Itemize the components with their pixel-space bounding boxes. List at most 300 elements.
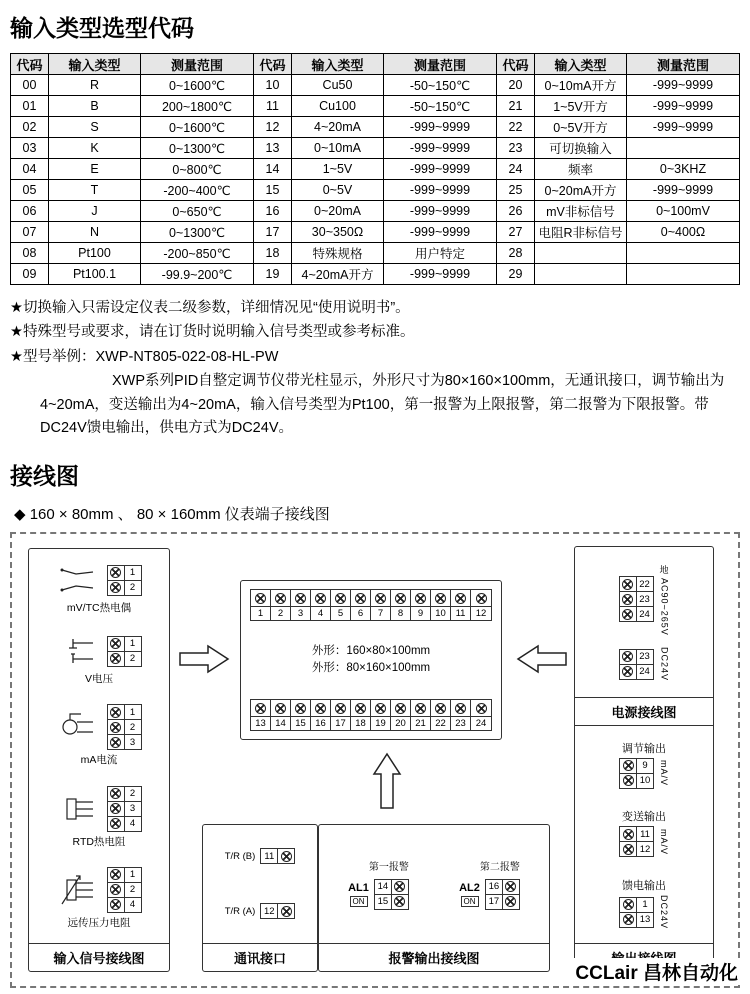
table-row <box>11 222 740 243</box>
table-cell: 11 <box>254 96 292 117</box>
output-body <box>619 758 669 789</box>
table-cell: 1~5V开方 <box>535 96 627 117</box>
terminal-screw <box>107 580 125 596</box>
terminal-row <box>107 801 142 817</box>
terminal-screw <box>107 897 125 913</box>
terminal-screw <box>277 903 295 919</box>
screw-icon <box>110 803 121 814</box>
terminal-number: 1 <box>251 606 270 620</box>
column-header: 代码 <box>254 54 292 75</box>
terminal-strip-box <box>240 580 502 740</box>
screw-slot <box>255 590 266 606</box>
terminal-row <box>107 651 142 667</box>
screw-icon <box>110 582 121 593</box>
terminal-cell <box>251 700 271 730</box>
pressure-icon <box>57 872 101 908</box>
terminal-number: 11 <box>636 826 654 842</box>
terminal-screw <box>391 879 409 895</box>
table-cell: 25 <box>497 180 535 201</box>
screw-icon <box>622 579 633 590</box>
screw-icon <box>394 881 405 892</box>
screw-icon <box>110 818 121 829</box>
output-group-label: 变送输出 <box>622 811 666 824</box>
terminal-cell <box>371 700 391 730</box>
voltage-icon <box>57 633 101 669</box>
table-cell: 200~1800℃ <box>141 96 254 117</box>
terminal-row <box>107 565 142 581</box>
alarm-id-label: AL2 <box>459 881 480 894</box>
output-group <box>579 740 709 789</box>
terminal-screw <box>107 636 125 652</box>
screw-icon <box>623 899 634 910</box>
input-type-table <box>10 53 740 285</box>
terminal-row <box>374 894 409 910</box>
table-cell: 0~5V开方 <box>535 117 627 138</box>
terminal-cell <box>271 590 291 620</box>
table-cell: -999~9999 <box>627 117 740 138</box>
terminal-stack <box>619 576 654 622</box>
screw-icon <box>622 594 633 605</box>
table-cell: -999~9999 <box>627 180 740 201</box>
screw-icon <box>281 906 292 917</box>
terminal-row <box>619 649 654 665</box>
table-cell: 03 <box>11 138 49 159</box>
terminal-number: 7 <box>371 606 390 620</box>
screw-icon <box>110 638 121 649</box>
screw-slot <box>375 700 386 716</box>
sensor-group <box>31 704 167 767</box>
terminal-number: 22 <box>636 576 654 592</box>
screw-icon <box>505 896 516 907</box>
terminal-number: 2 <box>271 606 290 620</box>
table-cell: 用户特定 <box>384 243 497 264</box>
table-cell <box>627 243 740 264</box>
note-line: ★型号举例：XWP-NT805-022-08-HL-PW <box>10 348 279 365</box>
screw-icon <box>395 703 406 714</box>
table-cell: -999~9999 <box>384 117 497 138</box>
terminal-number: 24 <box>471 716 491 730</box>
terminal-row <box>619 606 654 622</box>
table-cell: 14 <box>254 159 292 180</box>
alarm-name-label: 第一报警 <box>368 861 409 873</box>
terminal-stack <box>107 867 142 913</box>
table-cell: 18 <box>254 243 292 264</box>
table-cell: 特殊规格 <box>292 243 384 264</box>
alarm-body <box>348 879 409 910</box>
terminal-number: 17 <box>331 716 350 730</box>
alarm-panel <box>318 824 550 972</box>
sensor-area <box>29 549 169 943</box>
alarm-groups <box>319 825 549 943</box>
table-cell: Pt100 <box>49 243 141 264</box>
terminal-screw <box>107 801 125 817</box>
screw-icon <box>110 884 121 895</box>
screw-slot <box>395 700 406 716</box>
table-cell: R <box>49 75 141 96</box>
screw-slot <box>375 590 386 606</box>
column-header: 输入类型 <box>49 54 141 75</box>
terminal-number: 1 <box>124 636 142 652</box>
terminal-number: 3 <box>124 734 142 750</box>
table-cell: 04 <box>11 159 49 180</box>
terminal-screw <box>619 841 637 857</box>
alarm-relay <box>459 882 480 907</box>
terminal-row <box>107 719 142 735</box>
column-header: 测量范围 <box>627 54 740 75</box>
screw-slot <box>275 700 286 716</box>
terminal-cell <box>291 700 311 730</box>
table-cell: 05 <box>11 180 49 201</box>
terminal-number: 15 <box>374 894 392 910</box>
sensor-label: mV/TC热电偶 <box>66 602 132 615</box>
table-cell: 电阻R非标信号 <box>535 222 627 243</box>
screw-icon <box>355 703 366 714</box>
arrow-up-icon <box>372 752 402 810</box>
terminal-number: 14 <box>271 716 290 730</box>
table-cell: 07 <box>11 222 49 243</box>
screw-icon <box>375 593 386 604</box>
screw-icon <box>505 881 516 892</box>
terminal-stack <box>374 879 409 910</box>
terminal-screw <box>107 719 125 735</box>
terminal-cell <box>431 590 451 620</box>
terminal-stack <box>107 704 142 750</box>
table-cell: 23 <box>497 138 535 159</box>
comm-terminal-label: T/R (A) <box>224 905 256 917</box>
output-group-label: 调节输出 <box>622 742 666 755</box>
table-cell: 00 <box>11 75 49 96</box>
table-cell: 0~1600℃ <box>141 117 254 138</box>
terminal-number: 17 <box>485 894 503 910</box>
table-cell: Pt100.1 <box>49 264 141 285</box>
screw-icon <box>435 593 446 604</box>
terminal-cell <box>431 700 451 730</box>
table-cell: 0~1600℃ <box>141 75 254 96</box>
column-header: 测量范围 <box>141 54 254 75</box>
screw-icon <box>623 914 634 925</box>
terminal-number: 16 <box>485 879 503 895</box>
terminal-screw <box>619 912 637 928</box>
output-annotation: mA/V <box>659 760 669 787</box>
input-signal-panel <box>28 548 170 972</box>
power-panel-title: 电源接线图 <box>575 697 713 726</box>
output-group <box>579 877 709 929</box>
terminal-number: 13 <box>251 716 270 730</box>
comm-terminal-label: T/R (B) <box>224 850 256 862</box>
screw-slot <box>476 700 487 716</box>
terminal-cell <box>471 590 491 620</box>
terminal-number: 10 <box>431 606 450 620</box>
table-cell: -999~9999 <box>627 75 740 96</box>
table-row <box>11 138 740 159</box>
terminal-number: 6 <box>351 606 370 620</box>
alarm-group <box>348 858 409 910</box>
table-cell: 0~5V <box>292 180 384 201</box>
terminal-row <box>260 848 295 864</box>
page-title: 输入类型选型代码 <box>10 15 194 41</box>
screw-icon <box>110 869 121 880</box>
dimension-line-1: 外形：160×80×100mm <box>311 644 431 657</box>
screw-icon <box>622 651 633 662</box>
table-cell: 频率 <box>535 159 627 180</box>
terminal-number: 11 <box>451 606 470 620</box>
terminal-screw <box>107 882 125 898</box>
table-cell: 28 <box>497 243 535 264</box>
dimensions-text <box>245 643 497 678</box>
table-cell: 22 <box>497 117 535 138</box>
comm-row <box>207 848 313 864</box>
table-cell: 16 <box>254 201 292 222</box>
comm-rows <box>203 825 317 943</box>
terminal-row <box>619 841 654 857</box>
terminal-screw <box>107 867 125 883</box>
screw-icon <box>623 775 634 786</box>
table-body <box>11 75 740 285</box>
table-cell: -200~400℃ <box>141 180 254 201</box>
comm-panel <box>202 824 318 972</box>
table-cell: B <box>49 96 141 117</box>
terminal-row <box>107 897 142 913</box>
table-cell <box>627 138 740 159</box>
terminal-row <box>260 903 295 919</box>
terminal-stack <box>485 879 520 910</box>
screw-icon <box>315 593 326 604</box>
table-row <box>11 75 740 96</box>
table-cell: 0~3KHZ <box>627 159 740 180</box>
table-cell: 4~20mA <box>292 117 384 138</box>
screw-icon <box>295 703 306 714</box>
table-row <box>11 96 740 117</box>
power-annotations <box>660 647 670 681</box>
terminal-stack <box>260 903 295 919</box>
table-cell: mV非标信号 <box>535 201 627 222</box>
alarm-group <box>459 858 520 910</box>
screw-icon <box>110 567 121 578</box>
terminal-cell <box>311 590 331 620</box>
terminal-number: 10 <box>636 773 654 789</box>
table-cell: 0~650℃ <box>141 201 254 222</box>
screw-icon <box>623 760 634 771</box>
table-cell: S <box>49 117 141 138</box>
terminal-strip-bottom <box>250 699 492 731</box>
screw-slot <box>355 590 366 606</box>
column-header: 输入类型 <box>292 54 384 75</box>
terminal-cell <box>251 590 271 620</box>
terminal-cell <box>311 700 331 730</box>
table-cell: 0~400Ω <box>627 222 740 243</box>
table-cell: -999~9999 <box>384 264 497 285</box>
comm-panel-title: 通讯接口 <box>203 943 317 971</box>
table-row <box>11 201 740 222</box>
terminal-stack <box>619 758 654 789</box>
table-cell: 13 <box>254 138 292 159</box>
table-row <box>11 117 740 138</box>
terminal-row <box>107 882 142 898</box>
power-group <box>579 563 709 636</box>
power-area <box>575 547 713 697</box>
note-line: ★特殊型号或要求，请在订货时说明输入信号类型或参考标准。 <box>10 324 415 341</box>
terminal-screw <box>619 664 637 680</box>
screw-slot <box>355 700 366 716</box>
terminal-number: 9 <box>411 606 430 620</box>
terminal-screw <box>107 704 125 720</box>
screw-icon <box>394 896 405 907</box>
alarm-relay <box>348 882 369 907</box>
terminal-screw <box>391 894 409 910</box>
table-cell: E <box>49 159 141 180</box>
screw-icon <box>255 593 266 604</box>
screw-icon <box>415 703 426 714</box>
terminal-screw <box>619 758 637 774</box>
table-cell: 08 <box>11 243 49 264</box>
terminal-number: 4 <box>311 606 330 620</box>
terminal-cell <box>371 590 391 620</box>
arrow-left-icon <box>516 644 568 674</box>
arrow-right-icon <box>178 644 230 674</box>
table-cell: 1~5V <box>292 159 384 180</box>
terminal-row <box>619 591 654 607</box>
terminal-number: 2 <box>124 580 142 596</box>
input-panel-title: 输入信号接线图 <box>29 943 169 971</box>
terminal-screw <box>502 894 520 910</box>
output-annotation: mA/V <box>659 828 669 855</box>
terminal-number: 24 <box>636 664 654 680</box>
terminal-number: 3 <box>124 801 142 817</box>
screw-slot <box>415 590 426 606</box>
table-cell: 09 <box>11 264 49 285</box>
table-cell: 0~10mA <box>292 138 384 159</box>
rtd-icon <box>57 791 101 827</box>
output-group <box>579 808 709 857</box>
terminal-row <box>619 826 654 842</box>
terminal-number: 11 <box>260 848 278 864</box>
terminal-row <box>619 576 654 592</box>
power-annotation: AC90~265V <box>659 577 670 636</box>
power-annotation: DC24V <box>659 647 670 682</box>
column-header: 输入类型 <box>535 54 627 75</box>
terminal-cell <box>351 700 371 730</box>
terminal-cell <box>291 590 311 620</box>
terminal-cell <box>391 590 411 620</box>
table-cell: 0~100mV <box>627 201 740 222</box>
table-row <box>11 159 740 180</box>
dimension-line-2: 外形：80×160×100mm <box>311 661 431 674</box>
terminal-number: 3 <box>291 606 310 620</box>
terminal-stack <box>619 649 654 680</box>
sensor-group <box>31 562 167 615</box>
power-output-panel <box>574 546 714 972</box>
table-cell: Cu100 <box>292 96 384 117</box>
column-header: 代码 <box>497 54 535 75</box>
watermark: CCLair 昌林自动化 <box>571 958 742 985</box>
table-cell: 4~20mA开方 <box>292 264 384 285</box>
notes-list <box>10 297 740 368</box>
table-cell: -50~150℃ <box>384 96 497 117</box>
terminal-number: 16 <box>311 716 330 730</box>
terminal-row <box>107 734 142 750</box>
model-example-paragraph: XWP系列PID自整定调节仪带光柱显示，外形尺寸为80×160×100mm，无通讯接口，调节输出为4~20mA，变送输出为4~20mA，输入信号类型为Pt100，第一报警为上限报警，第二报警为下限报警。带DC24V馈电输出，供电方式为DC24V。 <box>40 373 725 436</box>
screw-icon <box>375 703 386 714</box>
terminal-screw <box>107 786 125 802</box>
terminal-number: 1 <box>124 565 142 581</box>
alarm-body <box>459 879 520 910</box>
terminal-cell <box>331 700 351 730</box>
table-cell: 0~1300℃ <box>141 138 254 159</box>
output-body <box>619 895 669 929</box>
table-cell: Cu50 <box>292 75 384 96</box>
screw-slot <box>455 590 466 606</box>
terminal-row <box>619 773 654 789</box>
sensor-group <box>31 786 167 849</box>
table-cell: 26 <box>497 201 535 222</box>
terminal-number: 9 <box>636 758 654 774</box>
terminal-row <box>107 704 142 720</box>
terminal-number: 15 <box>291 716 310 730</box>
table-cell: -200~850℃ <box>141 243 254 264</box>
table-cell: N <box>49 222 141 243</box>
terminal-screw <box>502 879 520 895</box>
terminal-number: 4 <box>124 897 142 913</box>
screw-slot <box>315 700 326 716</box>
terminal-row <box>107 816 142 832</box>
terminal-row <box>107 786 142 802</box>
screw-icon <box>295 593 306 604</box>
table-cell: J <box>49 201 141 222</box>
column-header: 代码 <box>11 54 49 75</box>
screw-icon <box>395 593 406 604</box>
on-switch-label: ON <box>461 896 479 907</box>
screw-slot <box>275 590 286 606</box>
screw-icon <box>355 593 366 604</box>
terminal-row <box>485 879 520 895</box>
screw-icon <box>415 593 426 604</box>
screw-slot <box>415 700 426 716</box>
screw-icon <box>315 703 326 714</box>
table-cell: 0~1300℃ <box>141 222 254 243</box>
table-cell: 0~10mA开方 <box>535 75 627 96</box>
sensor-label: RTD热电阻 <box>72 835 126 848</box>
terminal-cell <box>471 700 491 730</box>
terminal-cell <box>271 700 291 730</box>
table-cell: 17 <box>254 222 292 243</box>
terminal-cell <box>391 700 411 730</box>
terminal-number: 24 <box>636 606 654 622</box>
terminal-screw <box>107 816 125 832</box>
terminal-stack <box>107 565 142 596</box>
screw-icon <box>623 844 634 855</box>
terminal-row <box>619 897 654 913</box>
screw-slot <box>335 590 346 606</box>
terminal-number: 2 <box>124 719 142 735</box>
terminal-number: 12 <box>471 606 491 620</box>
table-cell: 24 <box>497 159 535 180</box>
terminal-row <box>107 636 142 652</box>
terminal-row <box>107 580 142 596</box>
screw-slot <box>335 700 346 716</box>
table-cell: 20 <box>497 75 535 96</box>
screw-icon <box>335 593 346 604</box>
terminal-number: 12 <box>260 903 278 919</box>
table-cell: -999~9999 <box>627 96 740 117</box>
table-cell: 10 <box>254 75 292 96</box>
alarm-name-label: 第二报警 <box>479 861 520 873</box>
table-cell: 27 <box>497 222 535 243</box>
table-row <box>11 264 740 285</box>
terminal-number: 2 <box>124 786 142 802</box>
screw-icon <box>455 593 466 604</box>
table-cell: -999~9999 <box>384 222 497 243</box>
screw-slot <box>295 700 306 716</box>
